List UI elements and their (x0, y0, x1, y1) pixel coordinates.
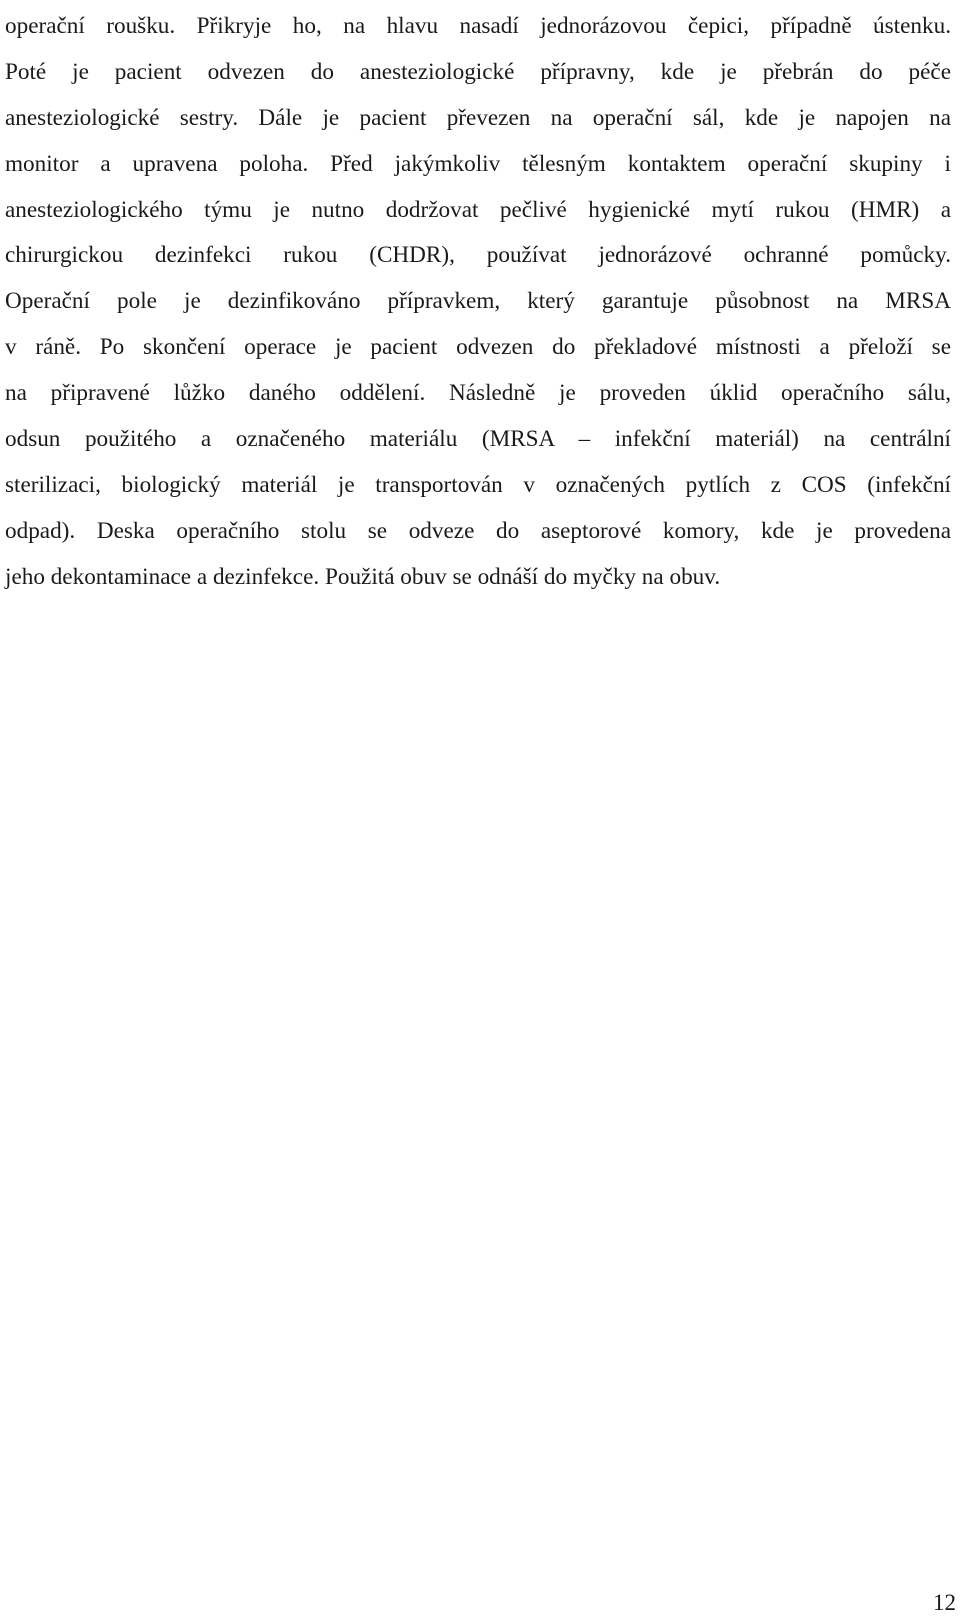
paragraph-line: sterilizaci, biologický materiál je transportován v označených pytlích z COS (infekční (5, 471, 951, 498)
paragraph-line: Operační pole je dezinfikováno přípravkem, který garantuje působnost na MRSA (5, 288, 951, 315)
paragraph-line: odpad). Deska operačního stolu se odveze do aseptorové komory, kde je provedena (5, 517, 951, 544)
paragraph-line: jeho dekontaminace a dezinfekce. Použitá obuv se odnáší do myčky na obuv. (5, 563, 721, 590)
paragraph-line: anesteziologického týmu je nutno dodržovat pečlivé hygienické mytí rukou (HMR) a (5, 196, 951, 223)
paragraph-line: monitor a upravena poloha. Před jakýmkoliv tělesným kontaktem operační skupiny i (5, 150, 951, 177)
paragraph-line: chirurgickou dezinfekci rukou (CHDR), používat jednorázové ochranné pomůcky. (5, 242, 951, 269)
page-number: 12 (933, 1590, 956, 1615)
paragraph-line: na připravené lůžko daného oddělení. Následně je proveden úklid operačního sálu, (5, 380, 951, 407)
paragraph-line: odsun použitého a označeného materiálu (MRSA – infekční materiál) na centrální (5, 426, 951, 453)
paragraph-line: v ráně. Po skončení operace je pacient odvezen do překladové místnosti a přeloží se (5, 334, 951, 361)
paragraph-line: Poté je pacient odvezen do anesteziologické přípravny, kde je přebrán do péče (5, 58, 951, 85)
paragraph-line: anesteziologické sestry. Dále je pacient převezen na operační sál, kde je napojen na (5, 104, 951, 131)
paragraph-line: operační roušku. Přikryje ho, na hlavu nasadí jednorázovou čepici, případně ústenku. (5, 13, 951, 39)
body-paragraph (5, 4, 951, 601)
